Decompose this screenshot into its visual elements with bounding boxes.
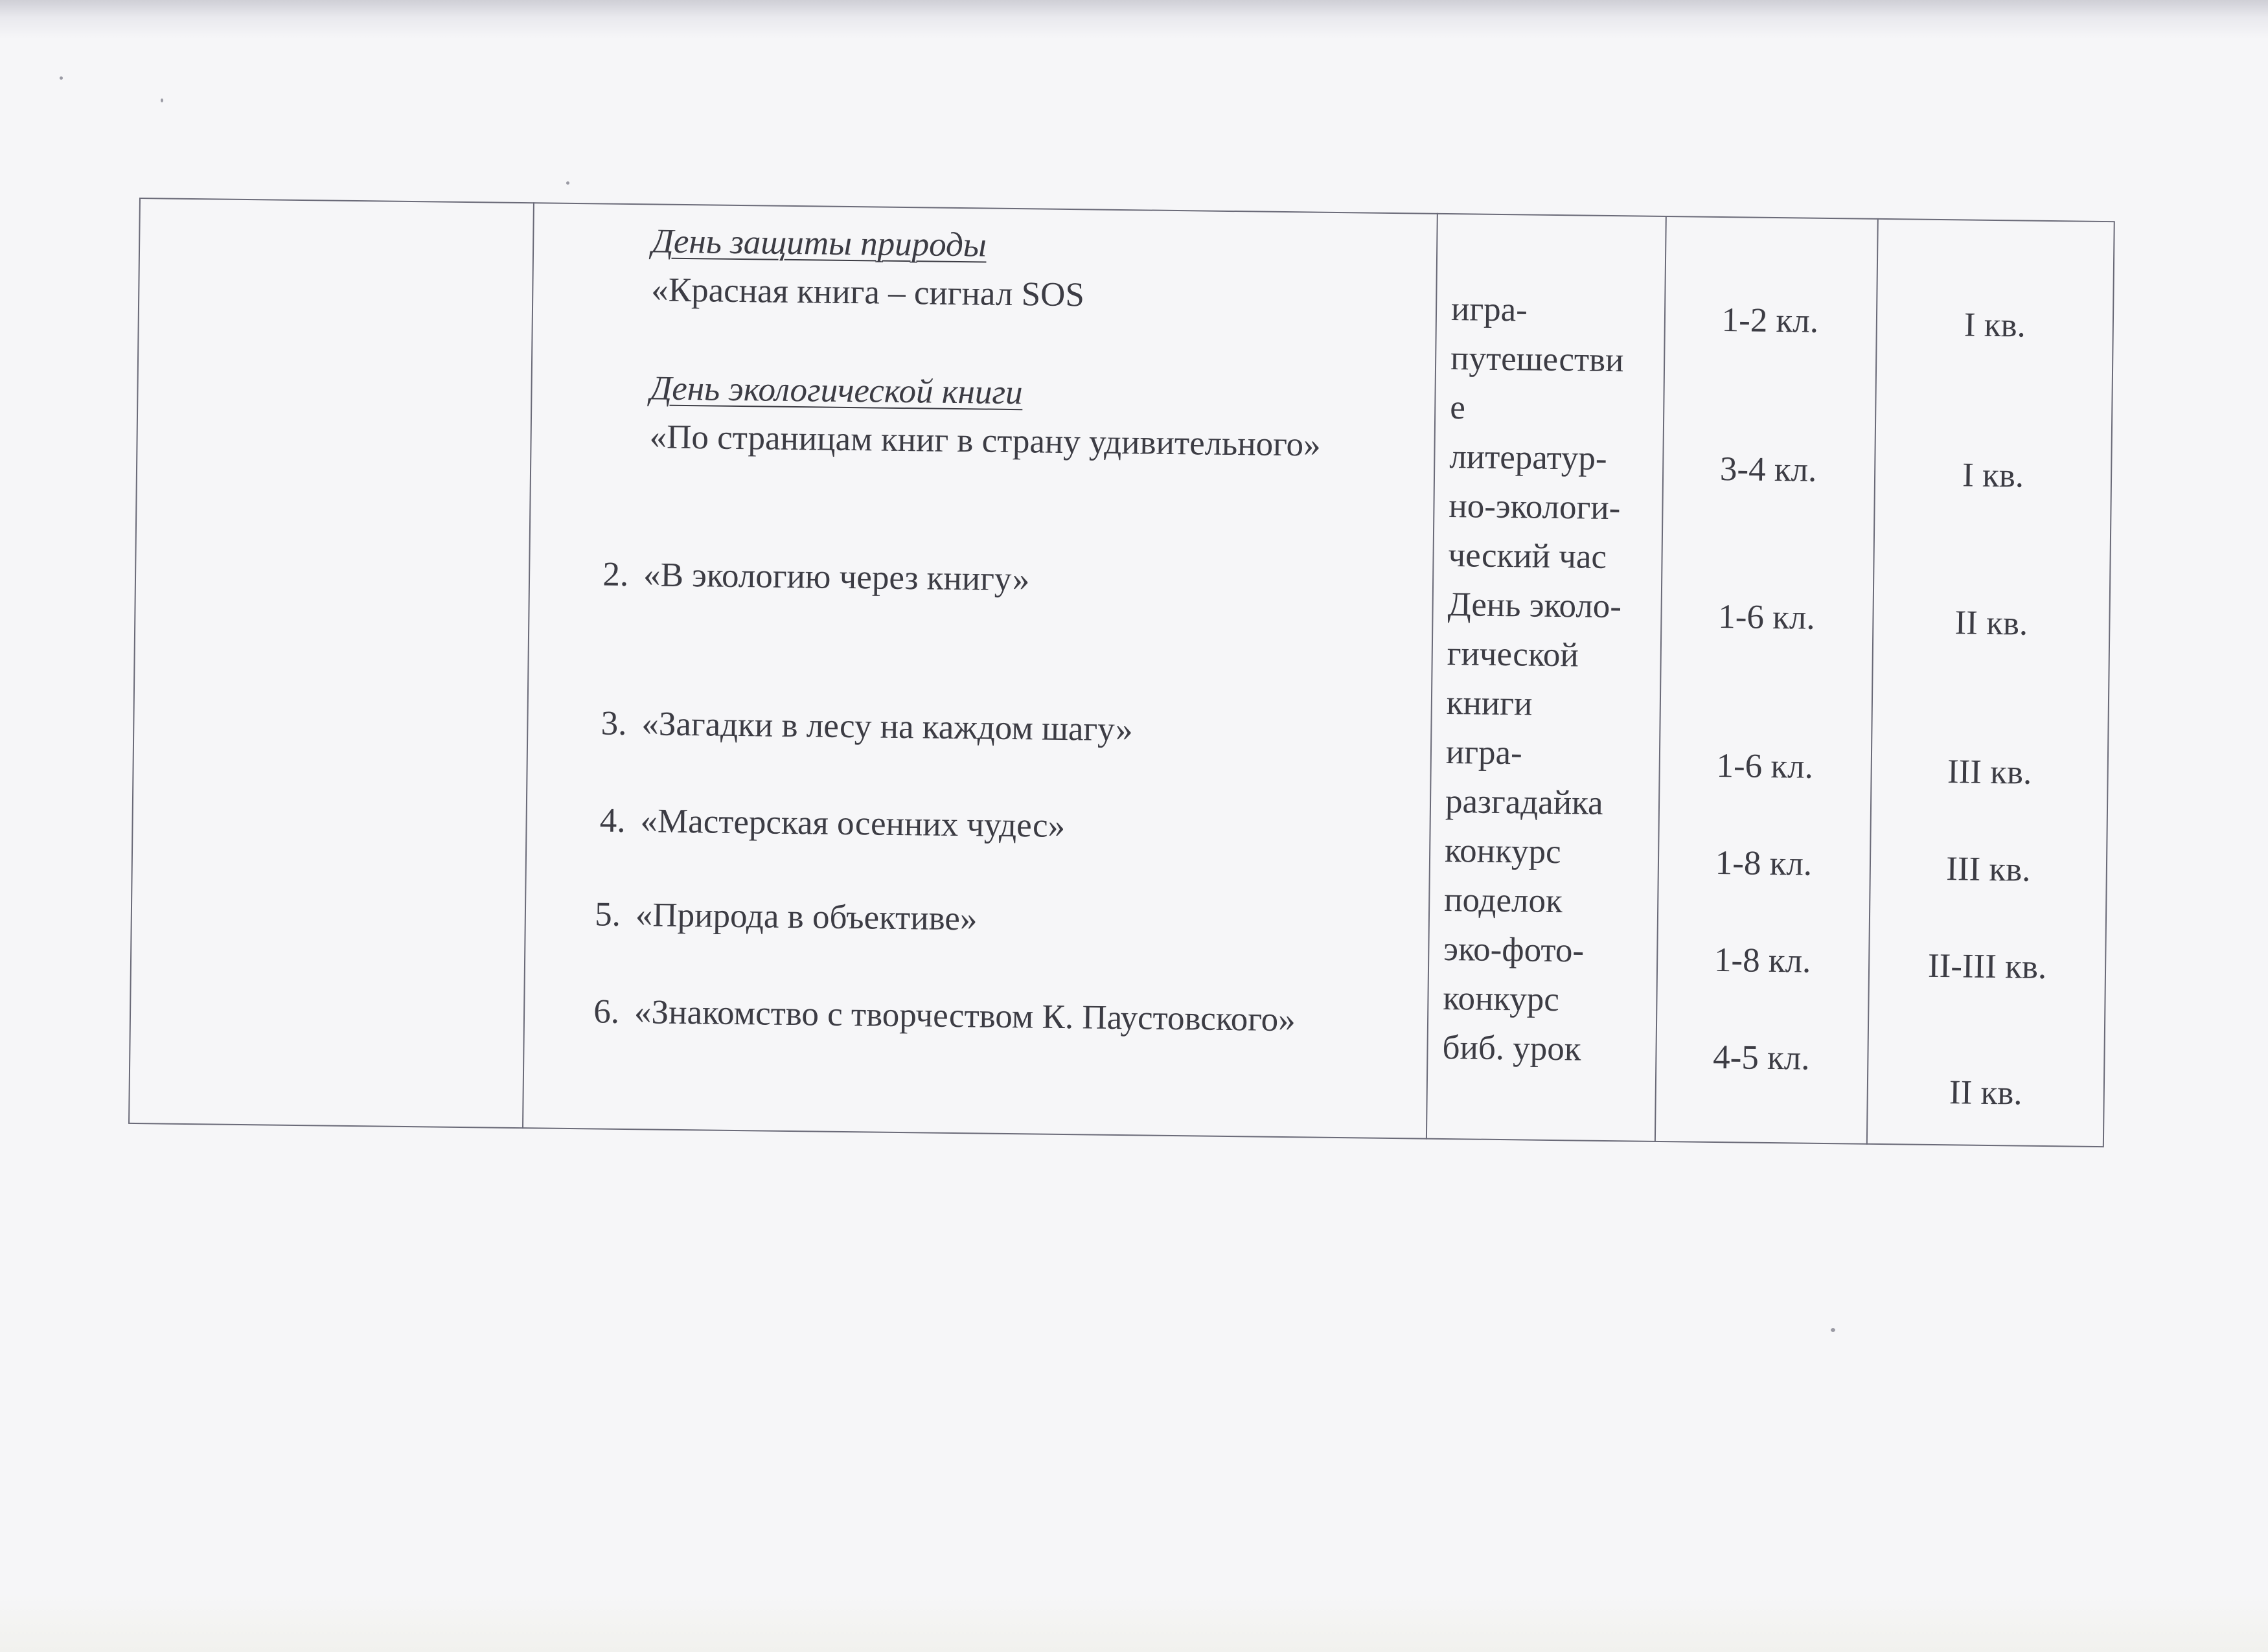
scan-speck bbox=[161, 98, 163, 102]
grade-cell: 4-5 кл. bbox=[1712, 1038, 1810, 1077]
grade-cell: 1-8 кл. bbox=[1715, 843, 1813, 883]
item-number: 6. bbox=[593, 992, 620, 1031]
event-form-line: эко-фото- bbox=[1443, 930, 1585, 970]
event-title: «Природа в объективе» bbox=[635, 896, 978, 938]
grade-cell: 1-6 кл. bbox=[1717, 597, 1815, 637]
item-number: 5. bbox=[594, 895, 621, 934]
event-form-line: но-экологи- bbox=[1449, 487, 1621, 527]
event-form-line: е bbox=[1449, 389, 1466, 427]
event-form-line: игра- bbox=[1450, 290, 1528, 329]
event-form-line: книги bbox=[1446, 684, 1533, 723]
grade-cell: 1-8 кл. bbox=[1713, 941, 1811, 980]
period-cell: I кв. bbox=[1962, 456, 2024, 495]
scan-speck bbox=[60, 76, 63, 80]
event-form-line: игра- bbox=[1445, 733, 1523, 772]
scan-top-shadow bbox=[0, 0, 2268, 39]
period-cell: III кв. bbox=[1947, 753, 2032, 792]
item-number: 2. bbox=[602, 555, 629, 594]
event-title: «В экологию через книгу» bbox=[643, 556, 1030, 599]
section-heading: День защиты природы bbox=[651, 222, 987, 264]
event-title: «Мастерская осенних чудес» bbox=[640, 802, 1066, 845]
event-title: «Знакомство с творчеством К. Паустовского» bbox=[634, 993, 1296, 1039]
scan-bottom-edge bbox=[0, 1594, 2268, 1652]
event-form-line: литератур- bbox=[1449, 438, 1607, 477]
scan-speck bbox=[1831, 1328, 1835, 1332]
item-number: 4. bbox=[599, 801, 626, 840]
event-form-line: гической bbox=[1447, 635, 1579, 674]
grade-cell: 1-2 кл. bbox=[1721, 301, 1819, 340]
grade-cell: 1-6 кл. bbox=[1716, 746, 1814, 786]
section-heading: День экологической книги bbox=[650, 369, 1023, 412]
event-form-line: День эколо- bbox=[1447, 586, 1622, 626]
event-title: «Красная книга – сигнал SOS bbox=[651, 271, 1085, 314]
period-cell: I кв. bbox=[1964, 306, 2026, 345]
scan-speck bbox=[566, 181, 569, 185]
event-title: «По страницам книг в страну удивительного» bbox=[649, 418, 1321, 464]
event-form-line: разгадайка bbox=[1445, 782, 1603, 822]
event-form-line: поделок bbox=[1443, 880, 1563, 921]
event-form-line: ческий час bbox=[1448, 536, 1607, 576]
event-form-line: биб. урок bbox=[1442, 1028, 1581, 1068]
period-cell: II кв. bbox=[1949, 1073, 2022, 1112]
event-form-line: конкурс bbox=[1443, 979, 1560, 1019]
period-cell: II кв. bbox=[1954, 604, 2028, 643]
item-number: 3. bbox=[601, 704, 627, 742]
event-form-line: путешестви bbox=[1450, 339, 1624, 380]
period-cell: III кв. bbox=[1945, 850, 2031, 889]
activity-table bbox=[128, 198, 2115, 1147]
event-title: «Загадки в лесу на каждом шагу» bbox=[641, 705, 1133, 749]
grade-cell: 3-4 кл. bbox=[1719, 450, 1817, 489]
event-form-line: конкурс bbox=[1444, 831, 1561, 871]
period-cell: II-III кв. bbox=[1927, 946, 2047, 987]
